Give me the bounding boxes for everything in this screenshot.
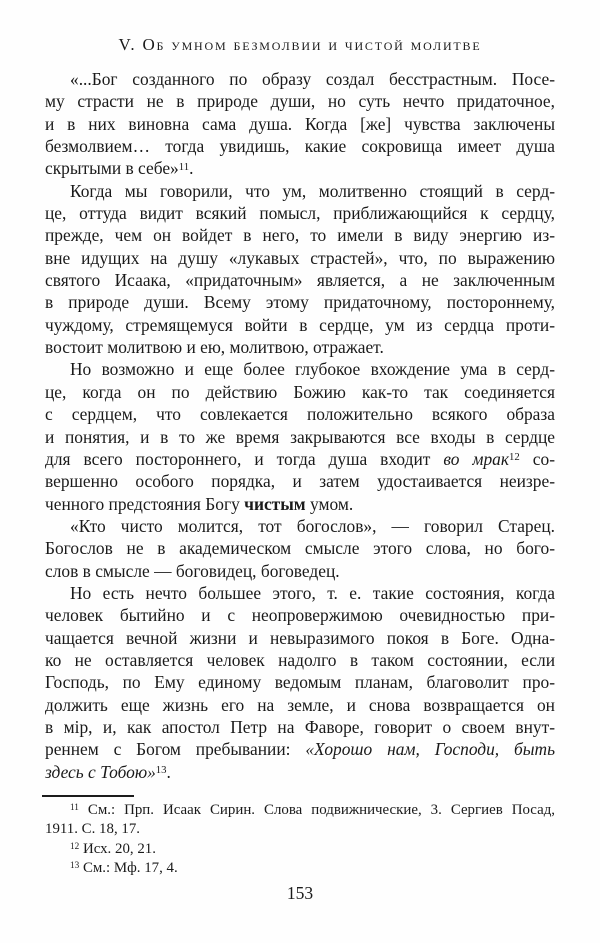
- text-segment: вершенно особого порядка, и затем удостаивается неизре-: [45, 471, 555, 492]
- page-number: 153: [286, 883, 314, 903]
- text-line: [45, 560, 555, 582]
- text-line: [45, 627, 555, 649]
- text-segment: См.: Прп. Исаак Сирин. Слова подвижнические, 3. Сергиев Посад,: [78, 802, 555, 818]
- text-line: [45, 68, 555, 90]
- footnote-ref: 12: [509, 451, 520, 464]
- text-segment: му страсти не в природе души, но суть нечто придаточное,: [45, 91, 555, 112]
- text-segment: Богослов не в академическом смысле этого слова, но бого-: [45, 538, 555, 559]
- footnote-line: [45, 840, 555, 859]
- text-segment: слов в смысле — боговидец, боговедец.: [45, 560, 340, 581]
- text-segment: См.: Мф. 17, 4.: [79, 859, 178, 876]
- text-segment: святого Исаака, «придаточным» является, а не заключенным: [45, 270, 555, 291]
- text-line: [45, 269, 555, 291]
- text-segment: скрытыми в себе»: [45, 158, 179, 179]
- text-segment: «...Бог созданного по образу создал бесстрастным. Посе-: [70, 69, 555, 89]
- footnote-ref: 12: [70, 840, 80, 851]
- text-segment: .: [189, 158, 194, 179]
- text-line: [45, 448, 555, 470]
- text-line: [45, 604, 555, 626]
- text-segment: должить еще жизнь его на земле, и снова возвращается он: [45, 694, 555, 715]
- text-segment: ченного предстояния Богу: [45, 493, 245, 514]
- text-line: [45, 694, 555, 716]
- footnote-ref: 11: [178, 160, 190, 173]
- text-segment: 1911. С. 18, 17.: [45, 821, 141, 838]
- text-line: [45, 247, 555, 269]
- text-line: [45, 90, 555, 112]
- bold-text: чистым: [244, 493, 306, 514]
- text-line: [45, 761, 555, 783]
- text-segment: вне идущих на душу «лукавых страстей», что, по выражению: [45, 247, 555, 268]
- text-segment: в природе души. Всему этому придаточному, постороннему,: [45, 292, 555, 313]
- italic-text: во мрак: [443, 448, 510, 469]
- text-segment: Исх. 20, 21.: [79, 840, 156, 857]
- text-line: [45, 291, 555, 313]
- text-segment: ко не оставляется человек надолго в таком состоянии, если: [45, 649, 555, 670]
- text-line: [45, 135, 555, 157]
- text-line: [45, 470, 555, 492]
- body-text-block: [45, 68, 555, 783]
- text-line: [45, 426, 555, 448]
- text-line: [45, 537, 555, 559]
- footnote-ref: 11: [70, 802, 79, 813]
- text-line: [45, 381, 555, 403]
- footnote-line: [45, 859, 555, 878]
- text-segment: безмолвием… тогда увидишь, какие сокровища имеет душа: [45, 136, 555, 157]
- text-line: [45, 582, 555, 604]
- text-segment: .: [166, 761, 171, 782]
- footnote-line: [45, 820, 555, 839]
- footnote-line: [45, 801, 555, 820]
- italic-text: «Хорошо нам, Господи, быть: [305, 739, 555, 760]
- text-segment: «Кто чисто молится, тот богослов», — говорил Старец.: [70, 515, 555, 536]
- text-line: [45, 738, 555, 760]
- footnotes-block: [45, 801, 555, 878]
- footnote-separator-rule: [42, 795, 134, 797]
- text-segment: реннем с Богом пребывании:: [45, 739, 306, 760]
- footnote-ref: 13: [70, 860, 80, 871]
- text-segment: и понятия, и в то же время закрываются все входы в сердце: [45, 426, 555, 447]
- text-segment: Но есть нечто большее этого, т. е. такие состояния, когда: [70, 582, 555, 603]
- text-segment: с сердцем, что совлекается положительно всякого образа: [45, 404, 555, 425]
- text-segment: человек бытийно и с неопровержимою очевидностью при-: [45, 605, 555, 626]
- text-segment: в мір, и, как апостол Петр на Фаворе, говорит о своем внут-: [45, 716, 555, 737]
- text-line: [45, 180, 555, 202]
- italic-text: здесь с Тобою»: [45, 761, 156, 782]
- text-line: [45, 403, 555, 425]
- text-segment: умом.: [305, 493, 354, 514]
- text-segment: востоит молитвою и ею, молитвою, отражает.: [45, 337, 384, 358]
- text-line: [45, 493, 555, 515]
- text-segment: со-: [519, 448, 555, 469]
- text-line: [45, 157, 555, 179]
- text-segment: для всего постороннего, и тогда душа входит: [45, 448, 444, 469]
- text-line: [45, 314, 555, 336]
- chapter-running-head: V. Об умном безмолвии и чистой молитве: [118, 35, 482, 54]
- text-line: [45, 224, 555, 246]
- text-segment: Когда мы говорили, что ум, молитвенно стоящий в серд-: [70, 180, 555, 201]
- text-segment: и в них виновна сама душа. Когда [же] чувства заключены: [45, 113, 555, 134]
- text-segment: чуждому, стремящемуся войти в сердце, ум из сердца проти-: [45, 314, 555, 335]
- text-segment: прежде, чем он войдет в него, то имели в виду энергию из-: [45, 225, 555, 246]
- text-line: [45, 202, 555, 224]
- text-segment: це, оттуда видит всякий помысл, приближающийся к сердцу,: [45, 203, 555, 224]
- text-line: [45, 113, 555, 135]
- text-line: [45, 336, 555, 358]
- text-line: [45, 671, 555, 693]
- footnote-ref: 13: [155, 764, 167, 777]
- text-line: [45, 649, 555, 671]
- text-segment: чащается вечной жизни и невыразимого покоя в Боге. Одна-: [45, 627, 555, 648]
- text-segment: Господь, по Ему единому ведомым планам, благоволит про-: [45, 672, 555, 693]
- text-line: [45, 515, 555, 537]
- text-segment: Но возможно и еще более глубокое вхождение ума в серд-: [70, 359, 555, 380]
- text-segment: це, когда он по действию Божию как-то так соединяется: [45, 381, 555, 402]
- text-line: [45, 358, 555, 380]
- text-line: [45, 716, 555, 738]
